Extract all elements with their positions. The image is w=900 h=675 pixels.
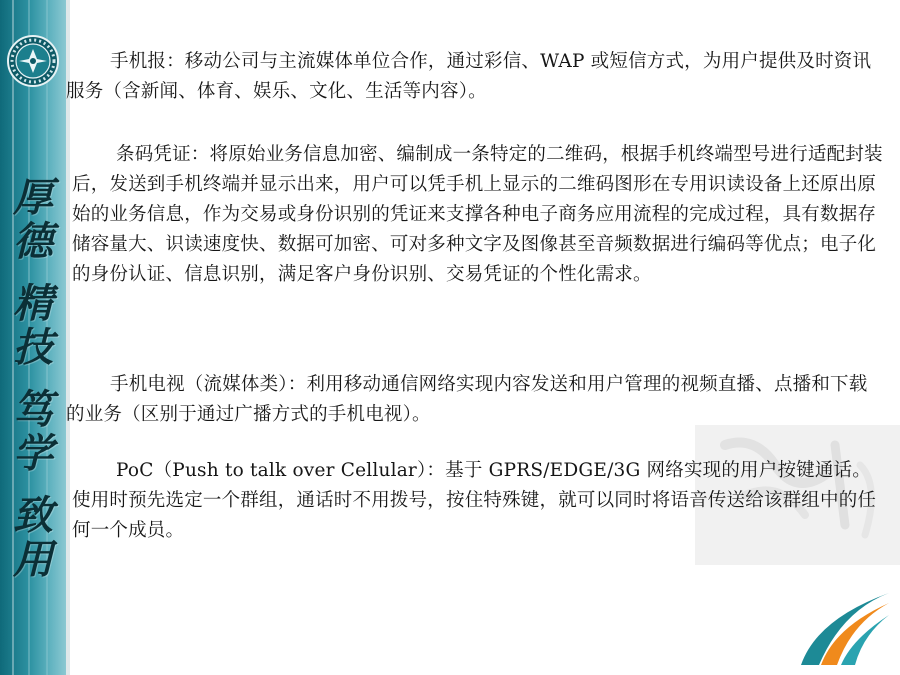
slide-content [66, 0, 900, 675]
paragraph-mobile-tv: 手机电视（流媒体类）：利用移动通信网络实现内容发送和用户管理的视频直播、点播和下载的业务（区别于通过广播方式的手机电视）。 [66, 374, 868, 425]
motto-char-1: 厚 [13, 174, 53, 221]
paragraph-barcode-voucher: 条码凭证：将原始业务信息加密、编制成一条特定的二维码，根据手机终端型号进行适配封装后，发送到手机终端并显示出来，用户可以凭手机上显示的二维码图形在专用识读设备上还原出原始的业务信息，作为交易或身份识别的凭证来支撑各种电子商务应用流程的完成过程，具有数据存储容量大、识读速度快、数据可加密、可对多种文字及图像甚至音频数据进行编码等优点；电子化的身份认证、信息识别，满足客户身份识别、交易凭证的个性化需求。 [72, 144, 883, 285]
motto-char-5: 笃 [13, 386, 53, 433]
paragraph-mobile-newspaper: 手机报：移动公司与主流媒体单位合作，通过彩信、WAP 或短信方式，为用户提供及时资讯服务（含新闻、体育、娱乐、文化、生活等内容）。 [66, 51, 872, 102]
motto-char-4: 技 [13, 324, 53, 371]
motto-char-6: 学 [13, 430, 53, 477]
paragraph-poc: PoC（Push to talk over Cellular）：基于 GPRS/EDGE/3G 网络实现的用户按键通话。使用时预先选定一个群组，通话时不用拨号，按住特殊键，就可以同时将语音传送给该群组中的任何一个成员。 [72, 460, 877, 541]
motto-char-8: 用 [13, 536, 53, 583]
motto-char-3: 精 [13, 280, 53, 327]
motto-char-2: 德 [13, 218, 53, 265]
motto-char-7: 致 [13, 492, 53, 539]
sidebar-banner [0, 0, 66, 675]
school-emblem-icon [6, 34, 60, 88]
